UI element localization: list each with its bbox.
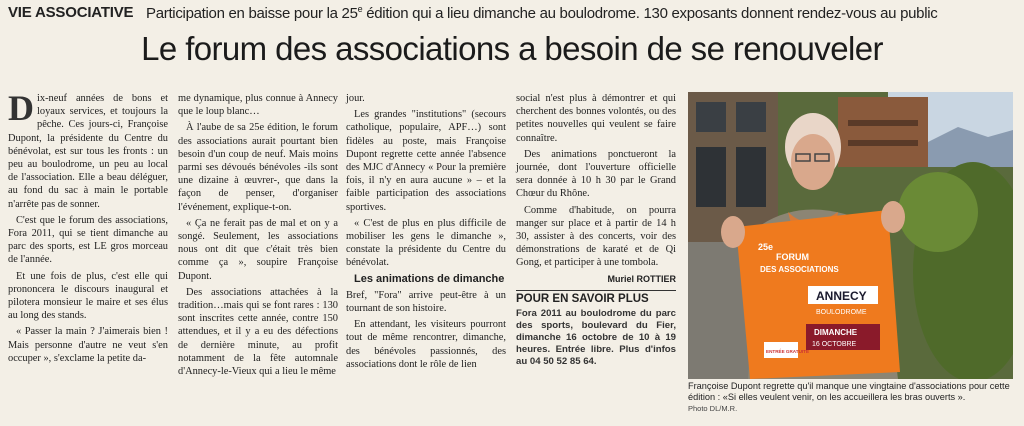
info-box [516, 290, 676, 368]
kicker-text-before: Participation en baisse pour la 25 [146, 5, 358, 22]
window [696, 102, 726, 132]
caption-text: Françoise Dupont regrette qu'il manque une vingtaine d'associations pour cette édition : «Si elles veulent venir, on les accueillera les bras ouverts ». [688, 381, 1010, 402]
poster-line: 16 OCTOBRE [812, 341, 857, 348]
article-photo [688, 92, 1013, 379]
kicker-superscript: e [357, 4, 363, 14]
kicker-text [146, 4, 937, 22]
paragraph: C'est que le forum des associations, Fora 2011, qui se tient dimanche au parc des sports, est LE gros morceau de l'année. [8, 214, 168, 266]
poster-line: ENTRÉE GRATUITE [766, 349, 810, 354]
balcony [848, 120, 918, 126]
article-column-3 [346, 92, 506, 374]
article-column-1 [8, 88, 168, 368]
hand-left [721, 216, 745, 248]
foliage [898, 172, 978, 252]
hand-right [881, 201, 905, 233]
window [736, 102, 766, 132]
drop-cap: D [8, 88, 34, 128]
balcony [848, 140, 918, 146]
paragraph: social n'est plus à démontrer et qui cherchent des bonnes volontés, ou des petites nouvelles qui veulent se faire connaître. [516, 93, 676, 144]
photo-illustration [688, 92, 1013, 379]
building-right [838, 97, 928, 167]
paragraph: En attendant, les visiteurs pourront tout de même rencontrer, dimanche, des bénévoles passionnés, des associations dont le rôle de lien [346, 319, 506, 370]
paragraph: jour. [346, 93, 365, 104]
paragraph: Et une fois de plus, c'est elle qui prononcera le discours inaugural et pilotera monsieur le maire et ses élus au long des stands. [8, 270, 168, 322]
poster-line: BOULODROME [816, 309, 867, 316]
paragraph [8, 88, 168, 211]
paragraph: Les grandes "institutions" (secours catholique, populaire, APF…) sont fidèles au poste, mais Françoise Dupont regrette cette année l'absence des MJC d'Annecy « Pour la première fois, il n'y en aura aucune » – et la faible participation des associations sportives. [346, 109, 506, 213]
paragraph: À l'aube de sa 25e édition, le forum des associations aurait pourtant bien besoin d'un coup de neuf. Mais moins parmi ses dévoués bénévoles -ils sont une dizaine à œuvrer-, que dans la façon de penser, d'organiser l'événement, explique-t-on. [178, 122, 338, 213]
section-rubric: VIE ASSOCIATIVE [8, 4, 134, 21]
paragraph-text: ix-neuf années de bons et loyaux services, et toujours la pêche. Ces jours-ci, Françoise Dupont, la présidente du Centre du bénévolat, est sur tous les fronts : un peu au boulodrome, un peu au local de l'association. Elle a beau déléguer, au fond du sac à main le portable n'arrête pas de sonner. [8, 93, 168, 210]
paragraph: Bref, "Fora" arrive peut-être à un tournant de son histoire. [346, 289, 506, 315]
photo-credit: Photo DL/M.R. [688, 404, 738, 413]
info-box-title: POUR EN SAVOIR PLUS [516, 292, 649, 305]
paragraph: Comme d'habitude, on pourra manger sur place et à partir de 14 h 30, assister à des concerts, voir des démonstrations de karaté et de Qi Gong, et participer à une tombola. [516, 204, 676, 269]
face [791, 134, 835, 190]
poster-line: ANNECY [816, 289, 867, 303]
poster-line: FORUM [776, 252, 809, 262]
paragraph: « Passer la main ? J'aimerais bien ! Mais personne d'autre ne veut s'en occuper », s'exclame la petite da- [8, 326, 168, 364]
poster-line: 25e [758, 242, 774, 252]
author-byline: Muriel ROTTIER [607, 273, 676, 284]
paragraph: Des animations ponctueront la journée, dont l'ouverture officielle sera donnée à 10 h 30 par le Grand Chœur du Rhône. [516, 148, 676, 200]
kicker-text-after: édition qui a lieu dimanche au boulodrome. 130 exposants donnent rendez-vous au public [362, 5, 938, 22]
subheading: Les animations de dimanche [354, 272, 505, 285]
kicker-bar [0, 0, 1024, 26]
paragraph: « C'est de plus en plus difficile de mobiliser les gens le dimanche », constate la présidente du Centre du bénévolat. [346, 217, 506, 269]
info-box-text: Fora 2011 au boulodrome du parc des sports, boulevard du Fier, dimanche 16 octobre de 10 à 19 heures. Entrée libre. Plus d'infos au 04 50 52 85 64. [516, 308, 676, 368]
article-column-2 [178, 92, 338, 381]
photo-caption [688, 381, 1018, 414]
headline: Le forum des associations a besoin de se renouveler [141, 30, 883, 67]
poster-line: DIMANCHE [814, 328, 858, 337]
article-column-4 [516, 92, 676, 368]
window [696, 147, 726, 207]
paragraph: Des associations attachées à la tradition…mais qui se font rares : 130 sont inscrites cette année, contre 150 attendues, et il y a eu des défections de dernière minute, au profit notamment de la fête automnale d'Annecy-le-Vieux qui a lieu le même [178, 286, 338, 378]
window [736, 147, 766, 207]
paragraph: me dynamique, plus connue à Annecy que le loup blanc… [178, 93, 338, 118]
paragraph: « Ça ne ferait pas de mal et on y a songé. Seulement, les associations nous ont dit que c'était très bien comme ça », soupire Françoise Dupont. [178, 217, 338, 282]
poster-line: DES ASSOCIATIONS [760, 265, 839, 274]
